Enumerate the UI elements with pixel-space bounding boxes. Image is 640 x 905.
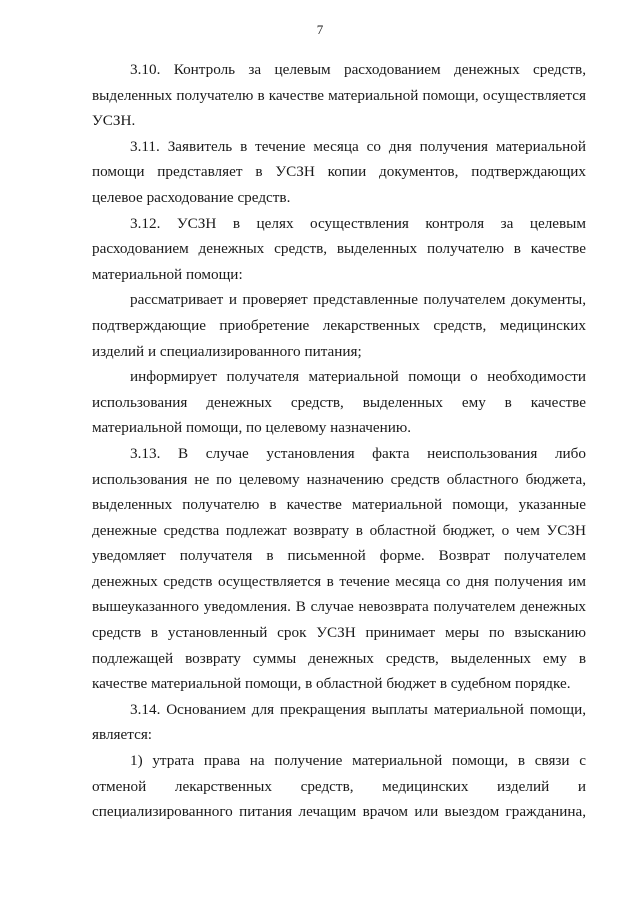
paragraph-3-14: 3.14. Основанием для прекращения выплаты материальной помощи, является: (92, 700, 586, 744)
paragraph-3-11: 3.11. Заявитель в течение месяца со дня получения материальной помощи представляет в УСЗН копии документов, подтверждающих целевое расходование средств. (92, 137, 586, 206)
document-body (92, 57, 586, 825)
paragraph-3-13: 3.13. В случае установления факта неиспользования либо использования не по целевому назначению средств областного бюджета, выделенных получателю в качестве материальной помощи, указанные денежные средства подлежат возврату в областной бюджет, о чем УСЗН уведомляет получателя в письменной форме. Возврат получателем денежных средств осуществляется в течение месяца со дня получения им вышеуказанного уведомления. В случае невозврата получателем денежных средств в установленный срок УСЗН принимает меры по взысканию подлежащей возврату суммы денежных средств, выделенных ему в качестве материальной помощи, в областной бюджет в судебном порядке. (92, 444, 586, 693)
paragraph-3-12-item-inform: информирует получателя материальной помощи о необходимости использования денежных средств, выделенных ему в качестве материальной помощи, по целевому назначению. (92, 368, 586, 437)
page-number: 7 (316, 22, 324, 37)
paragraph-3-10: 3.10. Контроль за целевым расходованием денежных средств, выделенных получателю в качестве материальной помощи, осуществляется УСЗН. (92, 61, 586, 130)
paragraph-3-12: 3.12. УСЗН в целях осуществления контроля за целевым расходованием денежных средств, выделенных получателю в качестве материальной помощи: (92, 214, 586, 283)
paragraph-3-12-item-review: рассматривает и проверяет представленные получателем документы, подтверждающие приобретение лекарственных средств, медицинских изделий и специализированного питания; (92, 291, 586, 360)
paragraph-3-14-item-1: 1) утрата права на получение материальной помощи, в связи с отменой лекарственных средств, медицинских изделий и специализированного питания лечащим врачом или выездом гражданина, (92, 752, 586, 821)
